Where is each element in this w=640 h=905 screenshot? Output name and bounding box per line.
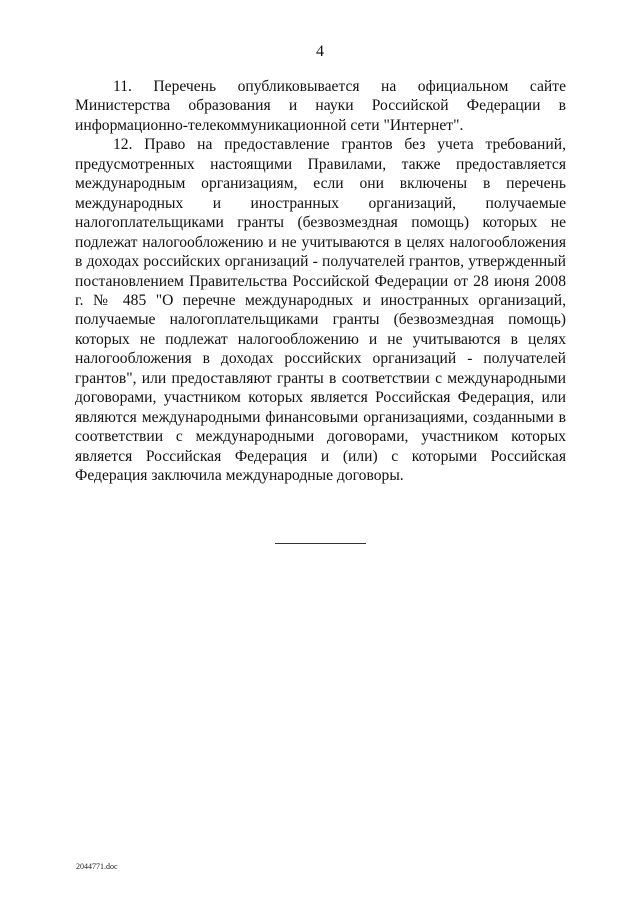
footer-filename: 2044771.doc bbox=[76, 862, 118, 871]
paragraph-12: 12. Право на предоставление грантов без учета требований, предусмотренных настоящими Правилами, также предоставляется международным организациям, если они включены в перечень международных и иностранных организаций, получаемые налогоплательщиками гранты (безвозмездная помощь) которых не подлежат налогообложению и не учитываются в целях налогообложения в доходах российских организаций - получателей грантов, утвержденный постановлением Правительства Российской Федерации от 28 июня 2008 г. № 485 "О перечне международных и иностранных организаций, получаемые налогоплательщиками гранты (безвозмездная помощь) которых не подлежат налогообложению и не учитываются в целях налогообложения в доходах российских организаций - получателей грантов", или предоставляют гранты в соответствии с международными договорами, участником которых является Российская Федерация, или являются международными финансовыми организациями, созданными в соответствии с международными договорами, участником которых является Российская Федерация и (или) с которыми Российская Федерация заключила международные договоры. bbox=[75, 136, 566, 485]
paragraph-11: 11. Перечень опубликовывается на официальном сайте Министерства образования и науки Российской Федерации в информационно-телекоммуникационной сети "Интернет". bbox=[75, 78, 566, 134]
document-body bbox=[75, 77, 566, 486]
page-number: 4 bbox=[316, 43, 324, 60]
end-separator-line bbox=[275, 543, 366, 544]
